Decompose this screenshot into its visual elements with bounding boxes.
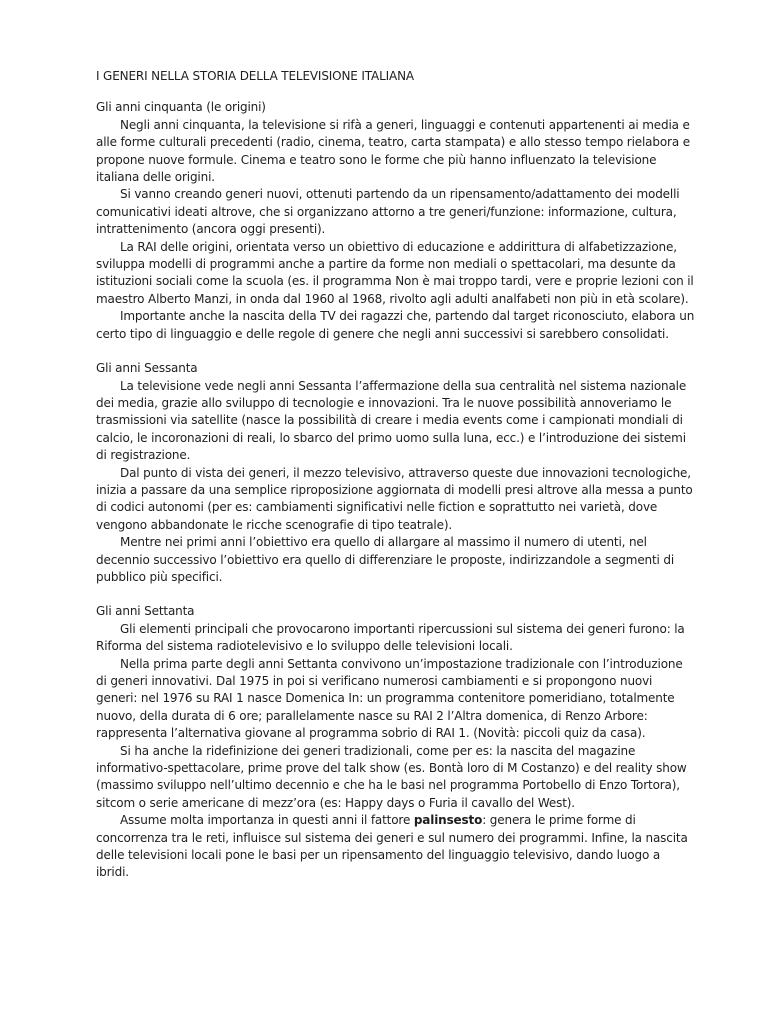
paragraph: Dal punto di vista dei generi, il mezzo televisivo, attraverso queste due innovazioni tecnologiche, inizia a passare da una semplice riproposizione aggiornata di modelli presi altrove alla messa a punto di codici autonomi (per es: cambiamenti significativi nelle fiction e soprattutto nei varietà, dove vengono abbandonate le ricche scenografie di tipo teatrale). — [96, 465, 693, 532]
paragraph: Negli anni cinquanta, la televisione si rifà a generi, linguaggi e contenuti appartenenti ai media e alle forme culturali precedenti (radio, cinema, teatro, carta stampata) e allo stesso tempo rielabora e propone nuove formule. Cinema e teatro sono le forme che più hanno influenzato la televisione italiana delle origini. — [96, 117, 690, 185]
paragraph: Gli elementi principali che provocarono importanti ripercussioni sul sistema dei generi furono: la Riforma del sistema radiotelevisivo e lo sviluppo delle televisioni locali. — [96, 621, 685, 654]
paragraph: La televisione vede negli anni Sessanta l’affermazione della sua centralità nel sistema nazionale dei media, grazie allo sviluppo di tecnologie e innovazioni. Tra le nuove possibilità annoveriamo le trasmissioni via satellite (nasce la possibilità di creare i media events come i campionati mondiali di calcio, le incoronazioni di reali, lo sbarco del primo uomo sulla luna, ecc.) e l’introduzione dei sistemi di registrazione. — [96, 378, 687, 463]
paragraph-text: : genera le prime forme di concorrenza tra le reti, influisce sul sistema dei generi e sul numero dei programmi. Infine, la nascita delle televisioni locali pone le basi per un ripensamento del linguaggio televisivo, dando luogo a ibridi. — [96, 813, 688, 880]
paragraph: Si ha anche la ridefinizione dei generi tradizionali, come per es: la nascita del magazine informativo-spettacolare, prime prove del talk show (es. Bontà loro di M Costanzo) e del reality show (massimo sviluppo nell’ultimo decennio e che ha le basi nel programma Portobello di Enzo Tortora), sitcom o serie americane di mezz’ora (es: Happy days o Furia il cavallo del West). — [96, 743, 687, 810]
paragraph: Importante anche la nascita della TV dei ragazzi che, partendo dal target riconosciuto, elabora un certo tipo di linguaggio e delle regole di genere che negli anni successivi si sarebbero consolidati. — [96, 309, 695, 341]
paragraph: Mentre nei primi anni l’obiettivo era quello di allargare al massimo il numero di utenti, nel decennio successivo l’obiettivo era quello di differenziare le proposte, indirizzandole a segmenti di pubblico più specifici. — [96, 535, 675, 584]
section-heading: Gli anni Sessanta — [96, 361, 198, 376]
keyword-palinsesto: palinsesto — [413, 813, 483, 828]
document-page — [96, 68, 696, 899]
section-anni-cinquanta — [96, 99, 696, 343]
paragraph: Nella prima parte degli anni Settanta convivono un’impostazione tradizionale con l’introduzione di generi innovativi. Dal 1975 in poi si verificano numerosi cambiamenti e si propongono nuovi generi: nel 1976 su RAI 1 nasce Domenica In: un programma contenitore pomeridiano, totalmente nuovo, della durata di 6 ore; parallelamente nasce su RAI 2 l’Altra domenica, di Renzo Arbore: rappresenta l’alternativa giovane al programma sobrio di RAI 1. (Novità: piccoli quiz da casa). — [96, 656, 683, 741]
section-heading: Gli anni cinquanta (le origini) — [96, 100, 266, 115]
paragraph: Si vanno creando generi nuovi, ottenuti partendo da un ripensamento/adattamento dei modelli comunicativi ideati altrove, che si organizzano attorno a tre generi/funzione: informazione, cultura, intrattenimento (ancora oggi presenti). — [96, 187, 680, 237]
paragraph: La RAI delle origini, orientata verso un obiettivo di educazione e addirittura di alfabetizzazione, sviluppa modelli di programmi anche a partire da forme non mediali o spettacolari, ma desunte da istituzioni sociali come la scuola (es. il programma Non è mai troppo tardi, vere e proprie lezioni con il maestro Alberto Manzi, in onda dal 1960 al 1968, rivolto agli adulti analfabeti non più in età scolare). — [96, 239, 694, 306]
section-anni-settanta — [96, 603, 696, 882]
paragraph-palinsesto — [96, 812, 696, 882]
document-title: I GENERI NELLA STORIA DELLA TELEVISIONE ITALIANA — [96, 69, 414, 83]
paragraph-text: Assume molta importanza in questi anni il fattore — [120, 813, 414, 828]
section-anni-sessanta — [96, 360, 696, 586]
section-heading: Gli anni Settanta — [96, 604, 195, 619]
